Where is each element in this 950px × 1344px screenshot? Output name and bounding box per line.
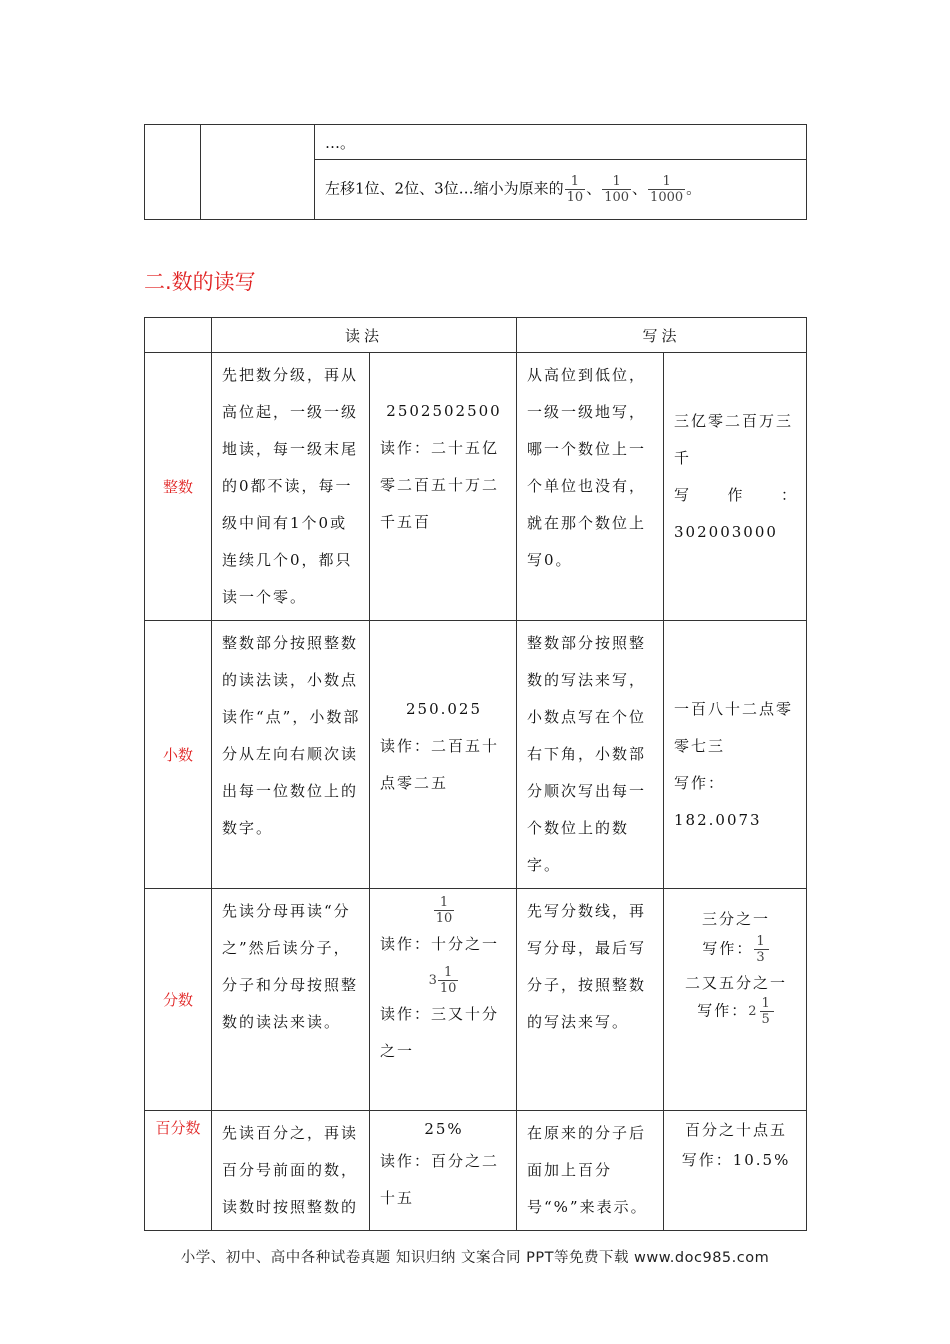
fraction-numerator: 1 <box>444 965 453 980</box>
top-table-empty-cell-1 <box>145 125 201 220</box>
fraction-one-hundredth <box>602 174 631 205</box>
decimal-write-words: 一百八十二点零零七三 <box>674 700 794 755</box>
top-table-row1-text: …。 <box>325 133 356 152</box>
section-title: 二.数的读写 <box>144 270 256 294</box>
shift-left-text: 左移1位、2位、3位…缩小为原来的 <box>325 179 564 198</box>
colon: ： <box>781 486 799 504</box>
fraction-write-line1 <box>674 934 798 965</box>
fraction-numerator: 1 <box>612 174 621 189</box>
fraction-denominator: 5 <box>761 1012 772 1027</box>
fraction-one-tenth <box>565 174 586 205</box>
write-label: 写作： <box>702 939 754 958</box>
fraction-write-example <box>664 889 807 1111</box>
period: 。 <box>686 179 702 198</box>
integer-write-rule: 从高位到低位，一级一级地写，哪一个数位上一个单位也没有，就在那个数位上写0。 <box>517 353 664 621</box>
decimal-write-text: 写作：182.0073 <box>674 774 762 829</box>
separator: 、 <box>632 179 648 198</box>
fraction-denominator: 3 <box>756 950 767 965</box>
row-label-decimal: 小数 <box>145 621 212 889</box>
percent-write-text: 写作：10.5% <box>681 1151 791 1169</box>
top-table-row2 <box>315 160 807 220</box>
decimal-read-example <box>370 621 517 889</box>
row-label-integer: 整数 <box>145 353 212 621</box>
separator: 、 <box>586 179 602 198</box>
decimal-write-example <box>664 621 807 889</box>
fraction-one-thousandth <box>648 174 685 205</box>
row-label-fraction: 分数 <box>145 889 212 1111</box>
fraction-numerator: 1 <box>439 895 449 910</box>
percent-read-rule: 先读百分之，再读百分号前面的数，读数时按照整数的 <box>212 1111 370 1231</box>
zuo-char: 作 <box>727 486 745 504</box>
fraction-numerator: 1 <box>761 996 772 1011</box>
fraction-denominator: 10 <box>435 911 453 926</box>
row-label-percent: 百分数 <box>145 1111 212 1231</box>
header-empty-cell <box>145 318 212 353</box>
header-read: 读法 <box>212 318 517 353</box>
mixed-whole: 3 <box>428 973 437 988</box>
write-char: 写 <box>674 486 692 504</box>
fraction-read-rule: 先读分母再读“分之”然后读分子，分子和分母按照整数的读法来读。 <box>212 889 370 1111</box>
decimal-read-number: 250.025 <box>405 700 483 718</box>
fraction-one-tenth <box>434 895 455 926</box>
fraction-numerator: 1 <box>662 174 671 189</box>
footer-text: 小学、初中、高中各种试卷真题 知识归纳 文案合同 PPT等免费下载 www.doc985.com <box>180 1250 770 1266</box>
integer-read-example <box>370 353 517 621</box>
percent-write-example <box>664 1111 807 1231</box>
integer-write-words: 三亿零二百万三千 <box>674 412 794 467</box>
integer-read-text: 读作：二十五亿零二百五十万二千五百 <box>380 439 500 531</box>
decimal-read-text: 读作：二百五十点零二五 <box>380 737 500 792</box>
fraction-denominator: 10 <box>439 981 457 996</box>
fraction-read-example <box>370 889 517 1111</box>
top-table-row1 <box>315 125 807 160</box>
percent-read-example <box>370 1111 517 1231</box>
percent-read-number: 25% <box>424 1120 464 1138</box>
mixed-whole: 2 <box>748 1004 759 1019</box>
percent-write-rule: 在原来的分子后面加上百分号“%”来表示。 <box>517 1111 664 1231</box>
fraction-write-words1: 三分之一 <box>702 910 771 928</box>
fraction-denominator: 1000 <box>650 190 684 205</box>
fraction-write-words2: 二又五分之一 <box>685 974 788 992</box>
fraction-write-rule: 先写分数线，再写分母，最后写分子，按照整数的写法来写。 <box>517 889 664 1111</box>
fraction-denominator: 100 <box>604 190 630 205</box>
percent-read-text: 读作：百分之二十五 <box>380 1152 500 1207</box>
decimal-write-rule: 整数部分按照整数的写法来写，小数点写在个位右下角，小数部分顺次写出每一个数位上的数字。 <box>517 621 664 889</box>
fraction-read-text1: 读作：十分之一 <box>380 935 500 953</box>
number-read-write-table <box>144 317 807 1231</box>
fraction-read-frac2 <box>380 965 508 996</box>
integer-write-number: 302003000 <box>674 523 778 541</box>
fraction-one-third <box>754 934 768 965</box>
decimal-read-rule: 整数部分按照整数的读法读，小数点读作“点”，小数部分从左向右顺次读出每一位数位上的数字。 <box>212 621 370 889</box>
fraction-read-text2: 读作：三又十分之一 <box>380 1005 500 1060</box>
integer-write-label <box>674 477 798 514</box>
integer-write-example <box>664 353 807 621</box>
integer-read-number: 2502502500 <box>386 402 502 420</box>
fraction-one-tenth <box>438 965 459 996</box>
write-label: 写作： <box>697 1001 749 1020</box>
integer-read-rule: 先把数分级，再从高位起，一级一级地读，每一级末尾的0都不读，每一级中间有1个0或连续几个0，都只读一个零。 <box>212 353 370 621</box>
fraction-numerator: 1 <box>570 174 580 189</box>
percent-write-words: 百分之十点五 <box>685 1121 788 1139</box>
fraction-read-frac1 <box>380 895 508 926</box>
fraction-numerator: 1 <box>756 934 767 949</box>
header-write: 写法 <box>517 318 807 353</box>
top-table-empty-cell-2 <box>201 125 315 220</box>
top-continuation-table <box>144 124 807 220</box>
fraction-one-fifth <box>760 996 774 1027</box>
fraction-denominator: 10 <box>566 190 584 205</box>
